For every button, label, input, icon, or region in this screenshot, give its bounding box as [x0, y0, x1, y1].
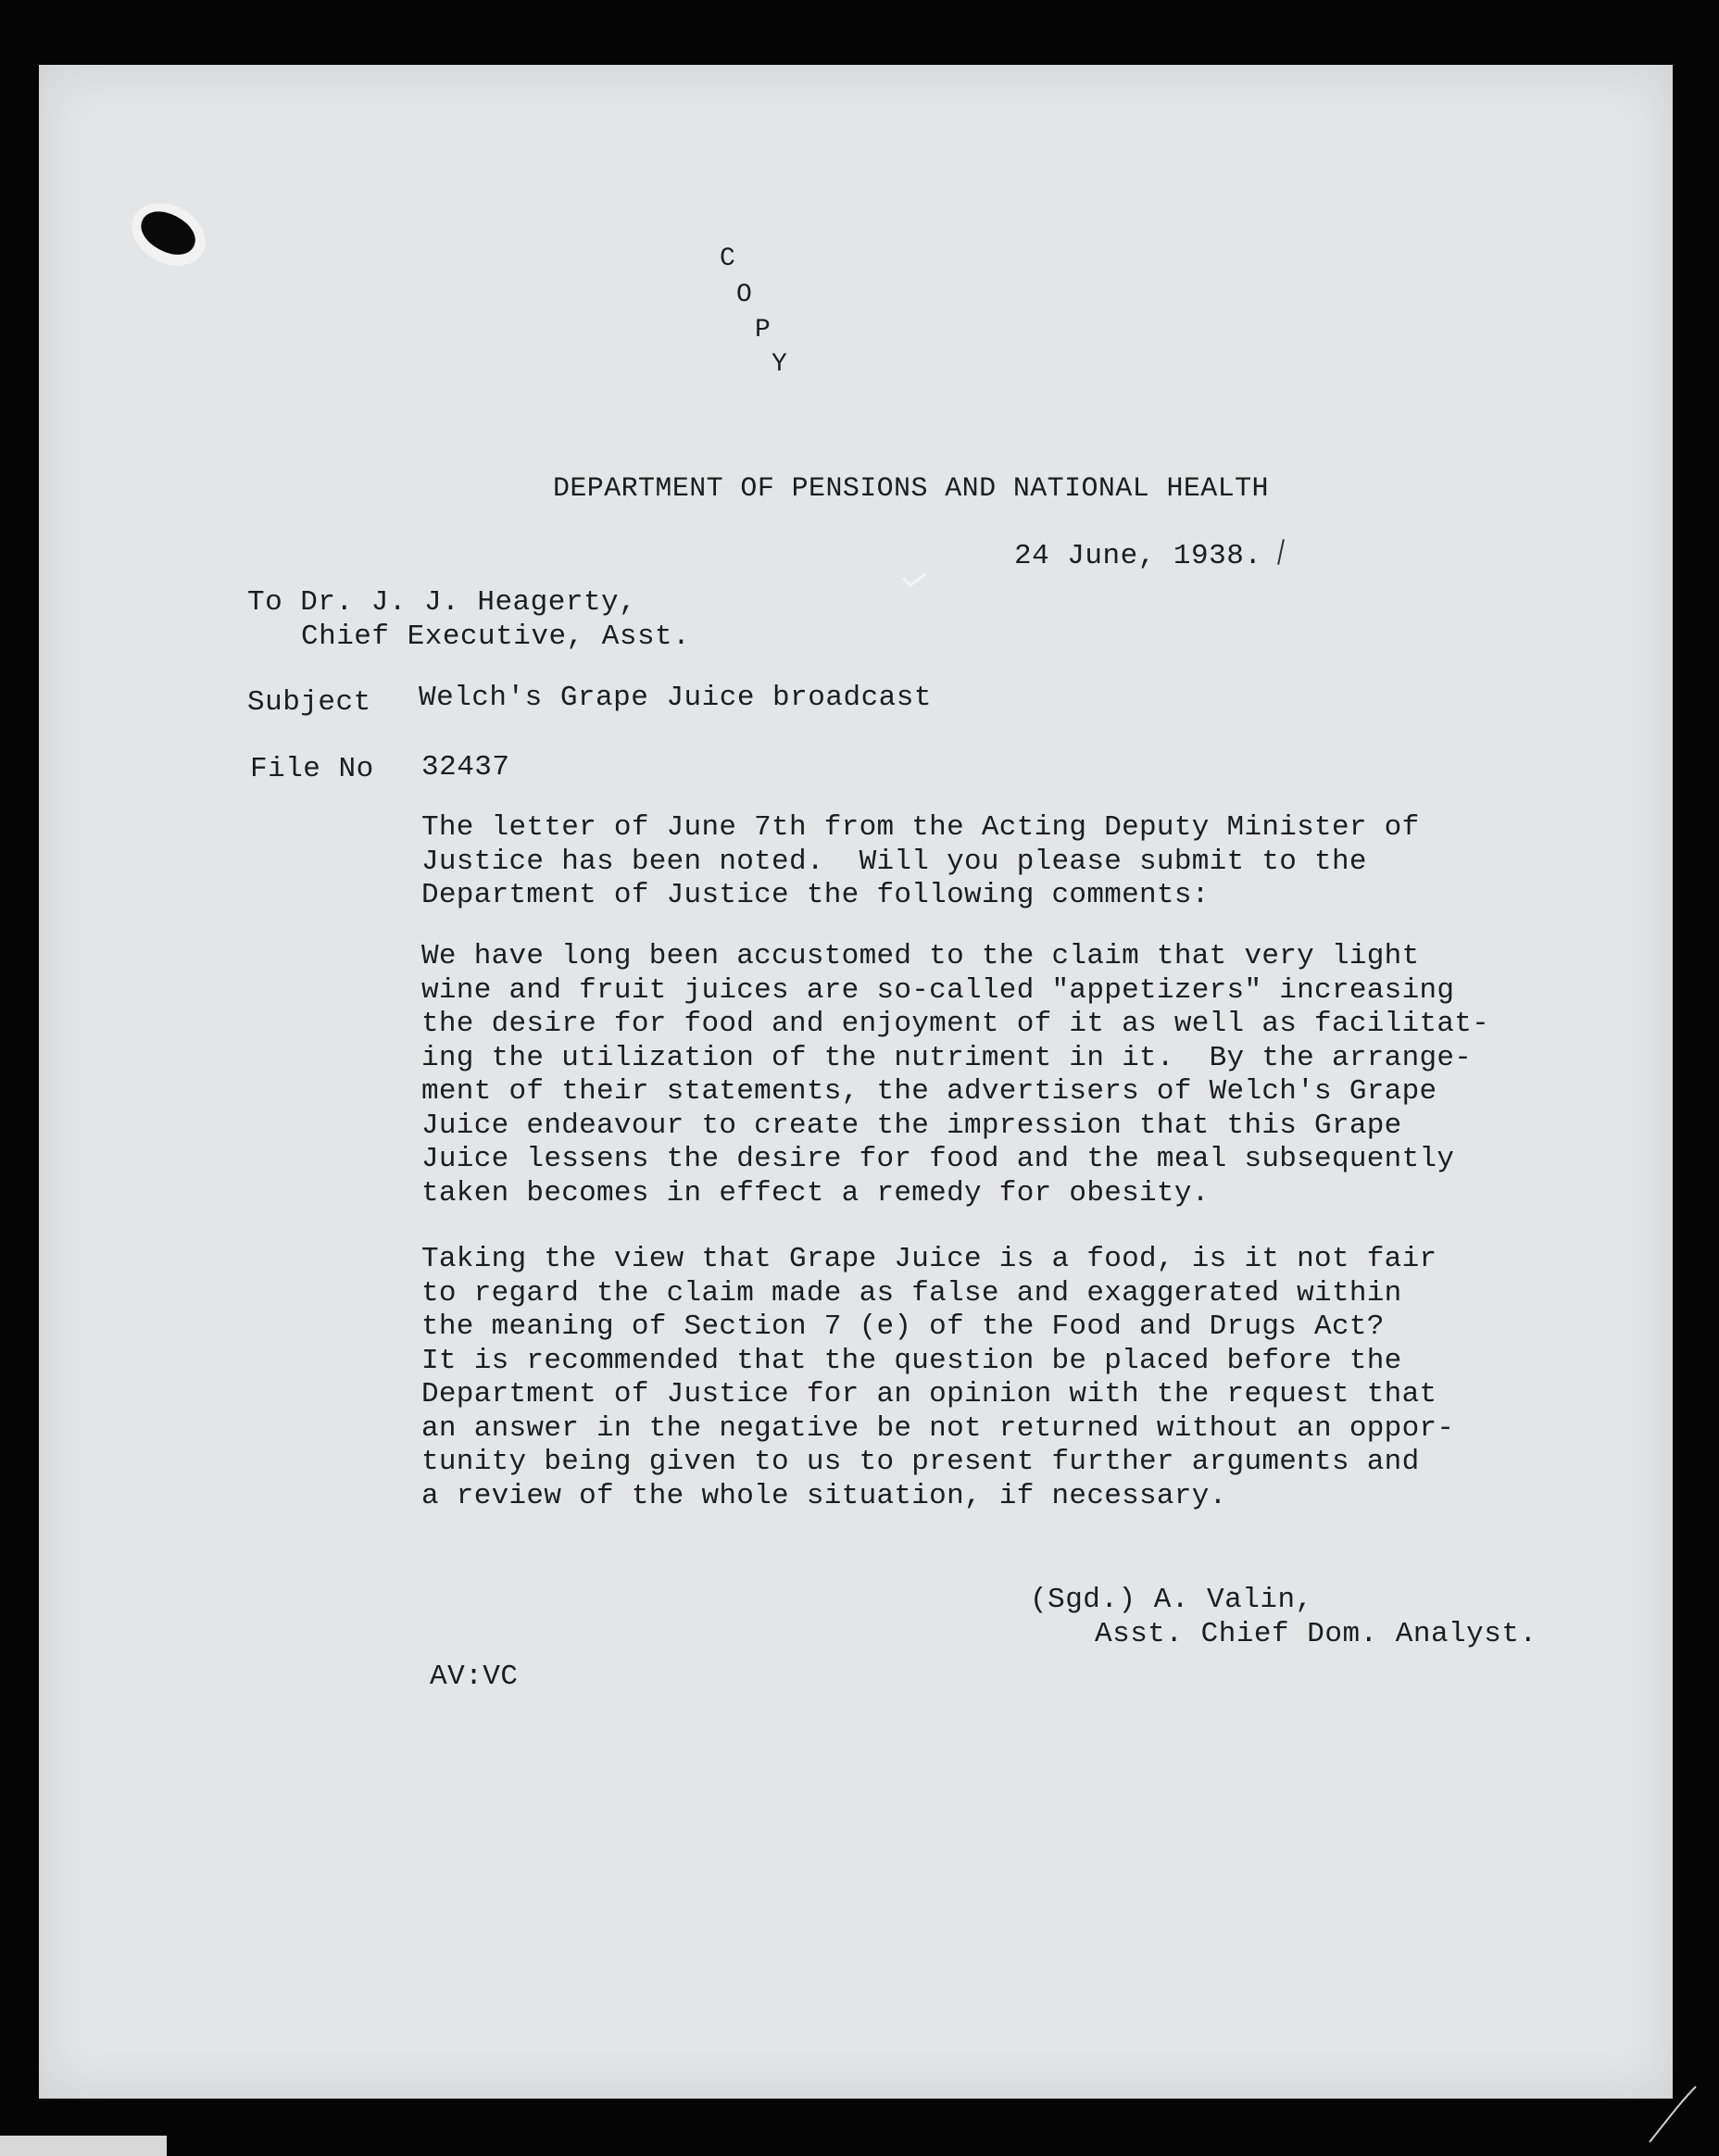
paragraph-3-line: It is recommended that the question be placed before the — [421, 1344, 1402, 1377]
subject-value: Welch's Grape Juice broadcast — [419, 682, 932, 714]
film-label-strip — [0, 2136, 167, 2156]
paragraph-1-line: Department of Justice the following comments: — [421, 879, 1210, 911]
signature-line-2: Asst. Chief Dom. Analyst. — [1095, 1618, 1537, 1650]
paragraph-1 — [421, 811, 1487, 913]
paragraph-1-line: The letter of June 7th from the Acting Deputy Minister of — [421, 811, 1420, 844]
paragraph-3-line: Department of Justice for an opinion with the request that — [421, 1378, 1437, 1410]
file-label: File No — [250, 753, 374, 785]
paragraph-3 — [421, 1243, 1487, 1513]
paragraph-2 — [421, 940, 1490, 1210]
check-mark — [901, 572, 927, 589]
paragraph-2-line: We have long been accustomed to the claim that very light — [421, 940, 1420, 972]
subject-label: Subject — [247, 686, 371, 719]
typist-initials: AV:VC — [430, 1661, 519, 1693]
paragraph-2-line: ing the utilization of the nutriment in it. By the arrange- — [421, 1041, 1473, 1074]
recipient-line-2: Chief Executive, Asst. — [301, 620, 691, 653]
signature-line-1: (Sgd.) A. Valin, — [1030, 1584, 1313, 1616]
paragraph-3-line: Taking the view that Grape Juice is a food, is it not fair — [421, 1243, 1437, 1275]
department-header: DEPARTMENT OF PENSIONS AND NATIONAL HEALTH — [553, 473, 1269, 505]
file-value: 32437 — [421, 751, 510, 783]
film-edge-mark — [1645, 2082, 1700, 2147]
copy-letter-y: Y — [772, 350, 787, 379]
paragraph-3-line: an answer in the negative be not returned without an oppor- — [421, 1411, 1455, 1445]
paragraph-2-line: Juice lessens the desire for food and the meal subsequently — [421, 1143, 1455, 1175]
copy-letter-o: O — [736, 281, 752, 309]
paragraph-1-line: Justice has been noted. Will you please submit to the — [421, 845, 1367, 878]
paragraph-3-line: to regard the claim made as false and exaggerated within — [421, 1276, 1402, 1310]
copy-letter-p: P — [755, 316, 771, 345]
margin-tick — [1277, 539, 1285, 565]
paragraph-3-line: a review of the whole situation, if necessary. — [421, 1479, 1227, 1512]
document-page — [39, 65, 1673, 2099]
letter-date: 24 June, 1938. — [1014, 540, 1262, 572]
recipient-line-1: To Dr. J. J. Heagerty, — [247, 586, 637, 619]
paragraph-2-line: taken becomes in effect a remedy for obesity. — [421, 1176, 1210, 1210]
paragraph-2-line: Juice endeavour to create the impression that this Grape — [421, 1109, 1402, 1142]
copy-letter-c: C — [720, 244, 735, 273]
paragraph-2-line: the desire for food and enjoyment of it as well as facilitat- — [421, 1008, 1490, 1040]
paragraph-3-line: tunity being given to us to present further arguments and — [421, 1446, 1420, 1478]
punched-hole — [120, 191, 216, 278]
paragraph-2-line: wine and fruit juices are so-called "appetizers" increasing — [421, 973, 1455, 1007]
paragraph-2-line: ment of their statements, the advertisers of Welch's Grape — [421, 1075, 1437, 1108]
paragraph-3-line: the meaning of Section 7 (e) of the Food and Drugs Act? — [421, 1310, 1385, 1343]
